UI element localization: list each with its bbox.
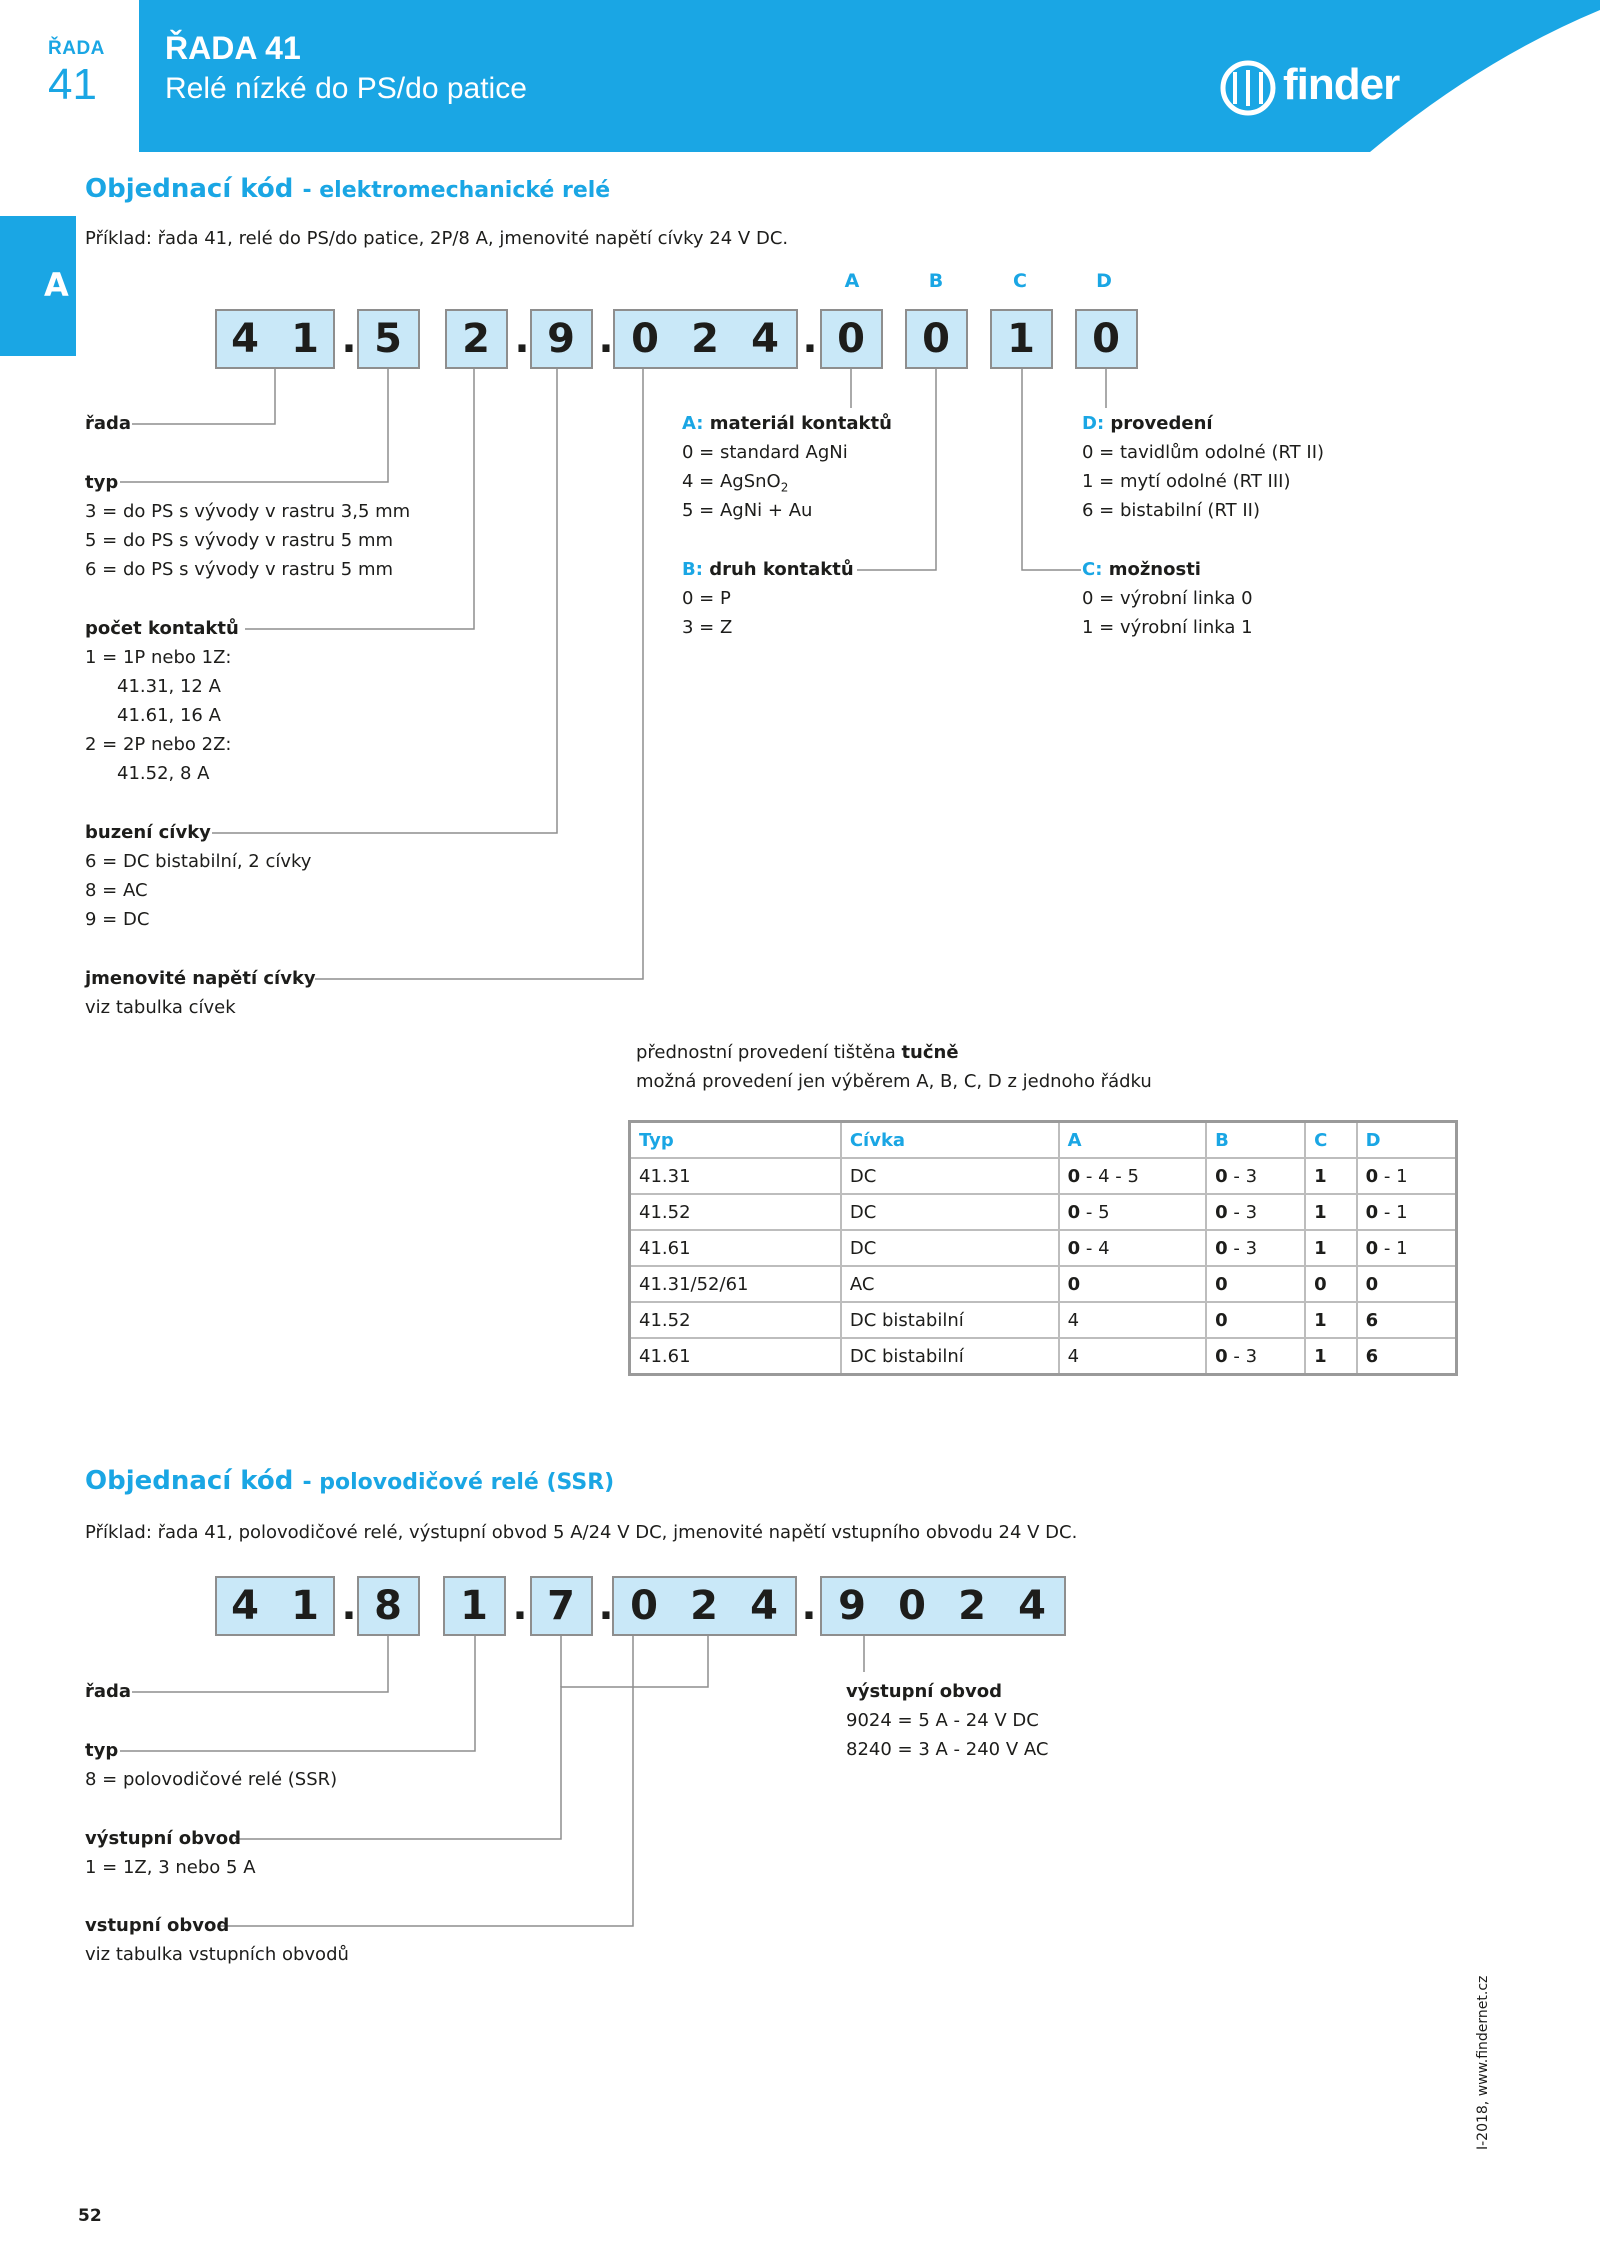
table-cell	[1206, 1338, 1305, 1375]
label-napeti: jmenovité napětí cívky	[85, 968, 316, 989]
code-dot: .	[801, 1583, 817, 1629]
cell-value: - 1	[1378, 1165, 1408, 1187]
label-b: B: druh kontaktů	[682, 559, 854, 580]
table-cell	[841, 1266, 1059, 1302]
table-header-cell: B	[1206, 1122, 1305, 1159]
code-dot: .	[341, 316, 357, 362]
cell-bold-value: 0	[1215, 1273, 1228, 1295]
table-row	[630, 1338, 1457, 1375]
typ-line: 5 = do PS s vývody v rastru 5 mm	[85, 530, 394, 551]
series-number: 41	[48, 60, 97, 109]
cell-bold-value: 0	[1314, 1273, 1327, 1295]
d-line: 6 = bistabilní (RT II)	[1082, 500, 1261, 521]
cell-value: DC bistabilní	[849, 1345, 964, 1367]
code-dot: .	[341, 1583, 357, 1629]
typ-line: 3 = do PS s vývody v rastru 3,5 mm	[85, 501, 411, 522]
cell-bold-value: 1	[1314, 1345, 1327, 1367]
code-digit: 4	[231, 316, 259, 362]
table-cell	[1059, 1266, 1207, 1302]
cell-bold-value: 1	[1314, 1237, 1327, 1259]
code-digit: 2	[690, 1583, 718, 1629]
cell-value: 41.31/52/61	[639, 1273, 749, 1295]
cell-value: - 5	[1080, 1201, 1110, 1223]
cell-value: 41.52	[639, 1309, 691, 1331]
label-a: A: materiál kontaktů	[682, 413, 892, 434]
pocet-line: 1 = 1P nebo 1Z:	[85, 647, 232, 668]
table-cell	[1357, 1194, 1457, 1230]
letter-a: A	[844, 270, 860, 292]
table-cell	[630, 1194, 841, 1230]
table-header-cell: C	[1305, 1122, 1357, 1159]
a-line: 4 = AgSnO$_2$	[682, 471, 789, 495]
cell-value: DC	[849, 1237, 877, 1259]
table-cell	[1357, 1230, 1457, 1266]
cell-value: - 4	[1080, 1237, 1110, 1259]
cell-value: 41.31	[639, 1165, 691, 1187]
table-cell	[841, 1302, 1059, 1338]
cell-bold-value: 1	[1314, 1309, 1327, 1331]
b-line: 0 = P	[682, 588, 731, 609]
code-digit: 2	[462, 316, 490, 362]
table-row	[630, 1194, 1457, 1230]
table-cell	[1357, 1338, 1457, 1375]
cell-value: - 3	[1227, 1165, 1258, 1187]
code-digit: 1	[291, 1583, 319, 1629]
pocet-line: 41.31, 12 A	[117, 676, 221, 697]
table-cell	[630, 1338, 841, 1375]
cell-value: 41.52	[639, 1201, 691, 1223]
table-cell	[630, 1266, 841, 1302]
note-preferred: přednostní provedení tištěna tučně	[636, 1042, 959, 1063]
cell-value: - 3	[1227, 1345, 1258, 1367]
table-header-cell: Typ	[630, 1122, 841, 1159]
letter-d: D	[1096, 270, 1112, 292]
cell-value: AC	[849, 1273, 875, 1295]
d-line: 0 = tavidlům odolné (RT II)	[1082, 442, 1325, 463]
table-cell	[630, 1302, 841, 1338]
pocet-line: 41.52, 8 A	[117, 763, 210, 784]
page-subtitle: Relé nízké do PS/do patice	[165, 72, 527, 105]
table-cell	[1206, 1230, 1305, 1266]
cell-bold-value: 0	[1365, 1273, 1379, 1295]
table-cell	[1059, 1230, 1207, 1266]
table-cell	[630, 1230, 841, 1266]
cell-bold-value: 1	[1314, 1201, 1327, 1223]
table-cell	[841, 1158, 1059, 1194]
typ-line: 6 = do PS s vývody v rastru 5 mm	[85, 559, 394, 580]
b-line: 3 = Z	[682, 617, 733, 638]
cell-value: - 4 - 5	[1080, 1165, 1139, 1187]
table-cell	[1305, 1158, 1357, 1194]
series-label: ŘADA	[48, 38, 105, 59]
code-digit: 9	[547, 316, 575, 362]
table-body	[630, 1158, 1457, 1375]
a-line: 0 = standard AgNi	[682, 442, 848, 463]
code-digit: 9	[838, 1583, 866, 1629]
cell-bold-value: 6	[1365, 1309, 1379, 1331]
table-cell	[1206, 1158, 1305, 1194]
label-typ: typ	[85, 472, 119, 493]
code-dot: .	[598, 1583, 614, 1629]
cell-value: - 1	[1378, 1201, 1408, 1223]
pocet-line: 41.61, 16 A	[117, 705, 221, 726]
code-digit: 4	[1018, 1583, 1046, 1629]
table-header-cell: A	[1059, 1122, 1207, 1159]
label-rada: řada	[85, 1681, 132, 1702]
code-digit: 4	[750, 1583, 778, 1629]
out-line: 9024 = 5 A - 24 V DC	[846, 1710, 1039, 1731]
table-cell	[1059, 1158, 1207, 1194]
table-header-cell: Cívka	[841, 1122, 1059, 1159]
code-digit: 4	[751, 316, 779, 362]
section2-example: Příklad: řada 41, polovodičové relé, výstupní obvod 5 A/24 V DC, jmenovité napětí vstupního obvodu 24 V DC.	[85, 1522, 1078, 1543]
a-line: 5 = AgNi + Au	[682, 500, 813, 521]
label-vystup: výstupní obvod	[85, 1828, 241, 1849]
table-cell	[1357, 1158, 1457, 1194]
table-cell	[1305, 1230, 1357, 1266]
table-header-cell: D	[1357, 1122, 1457, 1159]
options-table	[628, 1120, 1458, 1376]
table-cell	[1206, 1194, 1305, 1230]
c-line: 0 = výrobní linka 0	[1082, 588, 1253, 609]
cell-value: - 3	[1227, 1237, 1258, 1259]
code-digit: 2	[691, 316, 719, 362]
finder-logo: finder	[1283, 60, 1400, 109]
table-row	[630, 1266, 1457, 1302]
section2-title: Objednací kód - polovodičové relé (SSR)	[85, 1466, 615, 1496]
code-digit: 4	[231, 1583, 259, 1629]
table-row	[630, 1158, 1457, 1194]
buzeni-line: 8 = AC	[85, 880, 148, 901]
table-cell	[1059, 1194, 1207, 1230]
d-line: 1 = mytí odolné (RT III)	[1082, 471, 1291, 492]
table-cell	[1305, 1338, 1357, 1375]
table-row	[630, 1230, 1457, 1266]
table-cell	[841, 1194, 1059, 1230]
out-line: 8240 = 3 A - 240 V AC	[846, 1739, 1049, 1760]
table-cell	[1206, 1302, 1305, 1338]
code-digit: 8	[374, 1583, 402, 1629]
code-dot: .	[598, 316, 614, 362]
cell-bold-value: 0	[1215, 1201, 1228, 1223]
cell-value: - 3	[1227, 1201, 1258, 1223]
table-cell	[1357, 1266, 1457, 1302]
code-digit: 0	[837, 316, 865, 362]
section1-title: Objednací kód - elektromechanické relé	[85, 174, 611, 204]
table-cell	[1305, 1302, 1357, 1338]
cell-value: 4	[1067, 1345, 1080, 1367]
footer-side-note: I-2018, www.findernet.cz	[1475, 1975, 1491, 2150]
table-cell	[1206, 1266, 1305, 1302]
cell-value: 4	[1067, 1309, 1080, 1331]
cell-bold-value: 0	[1067, 1165, 1081, 1187]
vstup-line: viz tabulka vstupních obvodů	[85, 1944, 349, 1965]
buzeni-line: 6 = DC bistabilní, 2 cívky	[85, 851, 312, 872]
code-digit: 0	[630, 1583, 658, 1629]
cell-bold-value: 0	[1365, 1201, 1379, 1223]
table-cell	[1305, 1194, 1357, 1230]
code-digit: 2	[958, 1583, 986, 1629]
typ-line: 8 = polovodičové relé (SSR)	[85, 1769, 338, 1790]
cell-bold-value: 0	[1365, 1237, 1379, 1259]
table-cell	[1357, 1302, 1457, 1338]
page-number: 52	[78, 2206, 102, 2226]
table-cell	[1059, 1338, 1207, 1375]
table-row	[630, 1302, 1457, 1338]
pocet-line: 2 = 2P nebo 2Z:	[85, 734, 232, 755]
cell-value: 41.61	[639, 1345, 691, 1367]
table-cell	[1059, 1302, 1207, 1338]
code-digit: 0	[631, 316, 659, 362]
table-cell	[841, 1230, 1059, 1266]
side-tab-letter: A	[44, 266, 69, 304]
cell-value: DC	[849, 1165, 877, 1187]
cell-bold-value: 0	[1215, 1237, 1228, 1259]
label-out: výstupní obvod	[846, 1681, 1002, 1702]
vystup-line: 1 = 1Z, 3 nebo 5 A	[85, 1857, 256, 1878]
page-title: ŘADA 41	[165, 30, 301, 66]
table-cell	[630, 1158, 841, 1194]
cell-value: - 1	[1378, 1237, 1408, 1259]
code-digit: 1	[291, 316, 319, 362]
cell-value: DC bistabilní	[849, 1309, 964, 1331]
cell-bold-value: 0	[1215, 1345, 1228, 1367]
label-buzeni: buzení cívky	[85, 822, 211, 843]
code-digit: 5	[374, 316, 402, 362]
label-vstup: vstupní obvod	[85, 1915, 230, 1936]
code-digit: 1	[460, 1583, 488, 1629]
c-line: 1 = výrobní linka 1	[1082, 617, 1253, 638]
cell-bold-value: 1	[1314, 1165, 1327, 1187]
code-dot: .	[514, 316, 530, 362]
cell-value: DC	[849, 1201, 877, 1223]
note-options: možná provedení jen výběrem A, B, C, D z jednoho řádku	[636, 1071, 1152, 1092]
table-cell	[1305, 1266, 1357, 1302]
label-typ: typ	[85, 1740, 119, 1761]
code-digit: 0	[898, 1583, 926, 1629]
code-dot: .	[512, 1583, 528, 1629]
cell-bold-value: 0	[1067, 1201, 1081, 1223]
buzeni-line: 9 = DC	[85, 909, 150, 930]
code-digit: 0	[922, 316, 950, 362]
cell-bold-value: 0	[1067, 1273, 1081, 1295]
napeti-line: viz tabulka cívek	[85, 997, 236, 1018]
section1-example: Příklad: řada 41, relé do PS/do patice, 2P/8 A, jmenovité napětí cívky 24 V DC.	[85, 228, 789, 249]
code-dot: .	[802, 316, 818, 362]
cell-value: 41.61	[639, 1237, 691, 1259]
label-c: C: možnosti	[1082, 559, 1201, 580]
label-d: D: provedení	[1082, 413, 1213, 434]
letter-c: C	[1013, 270, 1027, 292]
code-digit: 0	[1092, 316, 1120, 362]
code-digit: 7	[547, 1583, 575, 1629]
cell-bold-value: 6	[1365, 1345, 1379, 1367]
table-cell	[841, 1338, 1059, 1375]
code-digit: 1	[1007, 316, 1035, 362]
cell-bold-value: 0	[1215, 1309, 1228, 1331]
cell-bold-value: 0	[1365, 1165, 1379, 1187]
cell-bold-value: 0	[1067, 1237, 1081, 1259]
label-rada: řada	[85, 413, 132, 434]
letter-b: B	[928, 270, 944, 292]
cell-bold-value: 0	[1215, 1165, 1228, 1187]
table-header-row	[630, 1122, 1457, 1159]
label-pocet: počet kontaktů	[85, 618, 239, 639]
